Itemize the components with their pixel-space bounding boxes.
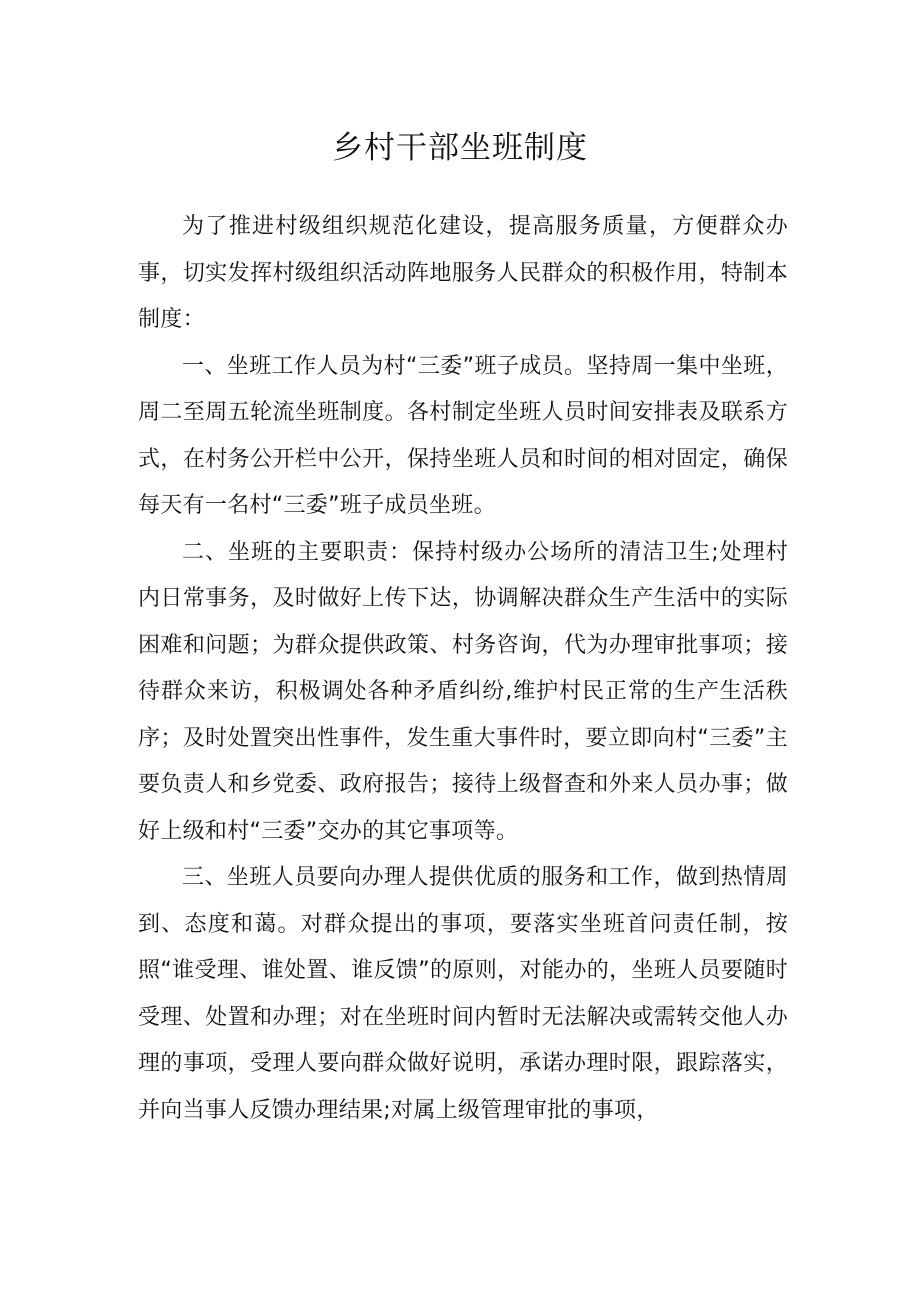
- document-body: [138, 204, 788, 1134]
- clause-1-paragraph: 一、坐班工作人员为村“三委”班子成员。坚持周一集中坐班，周二至周五轮流坐班制度。各村制定坐班人员时间安排表及联系方式，在村务公开栏中公开，保持坐班人员和时间的相对固定，确保每天有一名村“三委”班子成员坐班。: [138, 353, 788, 518]
- document-title: 乡村干部坐班制度: [332, 130, 588, 166]
- intro-paragraph: 为了推进村级组织规范化建设，提高服务质量，方便群众办事，切实发挥村级组织活动阵地服务人民群众的积极作用，特制本制度：: [138, 214, 788, 332]
- clause-3-paragraph: 三、坐班人员要向办理人提供优质的服务和工作，做到热情周到、态度和蔼。对群众提出的事项，要落实坐班首问责任制，按照“谁受理、谁处置、谁反馈”的原则，对能办的，坐班人员要随时受理、处置和办理；对在坐班时间内暂时无法解决或需转交他人办理的事项，受理人要向群众做好说明，承诺办理时限，跟踪落实，并向当事人反馈办理结果;对属上级管理审批的事项，: [138, 865, 788, 1123]
- clause-2-paragraph: 二、坐班的主要职责：保持村级办公场所的清洁卫生;处理村内日常事务，及时做好上传下达，协调解决群众生产生活中的实际困难和问题；为群众提供政策、村务咨询，代为办理审批事项；接待群众来访，积极调处各种矛盾纠纷,维护村民正常的生产生活秩序；及时处置突出性事件，发生重大事件时，要立即向村“三委”主要负责人和乡党委、政府报告；接待上级督查和外来人员办事；做好上级和村“三委”交办的其它事项等。: [138, 539, 788, 844]
